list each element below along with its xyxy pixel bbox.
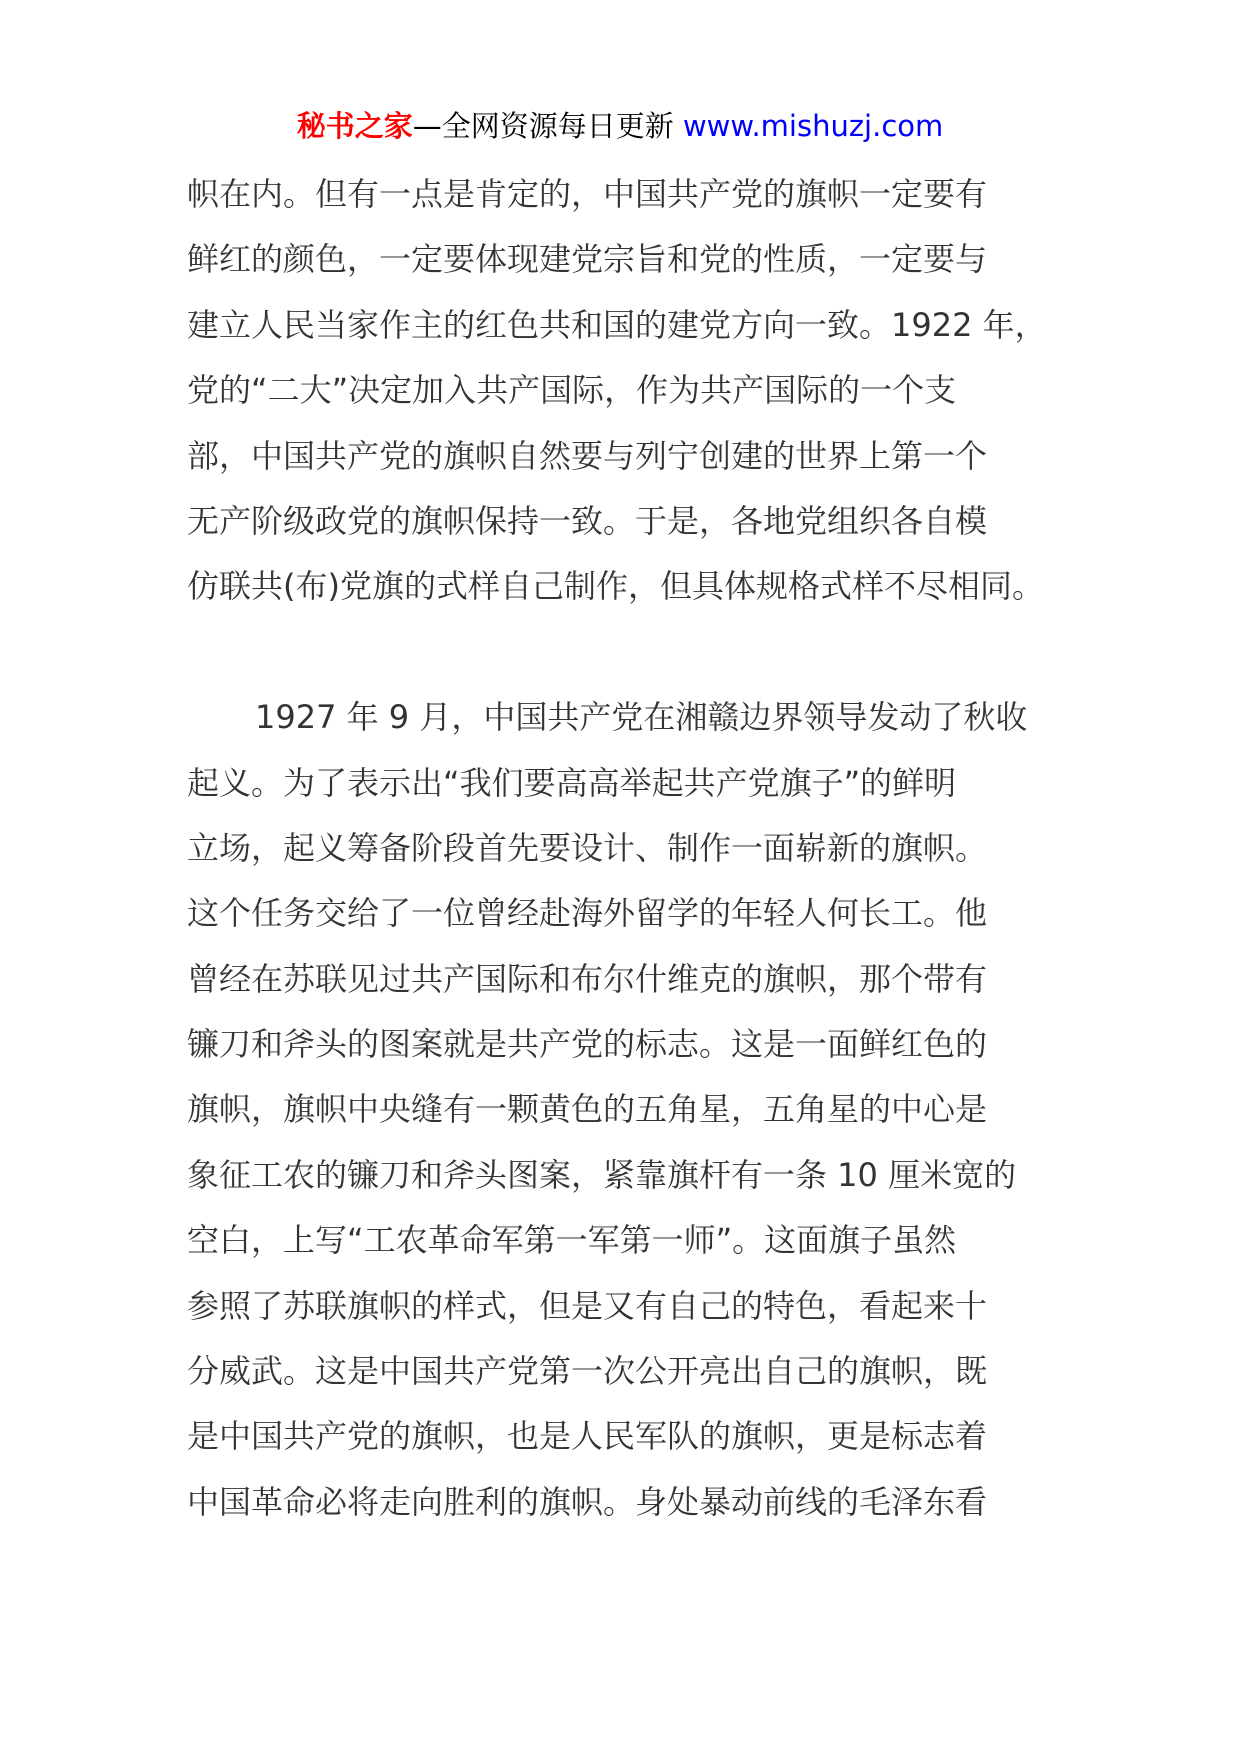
text-line: 起义。为了表示出“我们要高高举起共产党旗子”的鲜明 (187, 763, 957, 802)
text-line: 1927 年 9 月，中国共产党在湘赣边界领导发动了秋收 (255, 698, 1028, 737)
header-url-link[interactable]: www.mishuzj.com (682, 109, 944, 143)
text-line: 空白，上写“工农革命军第一军第一师”。这面旗子虽然 (187, 1221, 957, 1260)
text-line: 这个任务交给了一位曾经赴海外留学的年轻人何长工。他 (187, 894, 988, 933)
text-line: 立场，起义筹备阶段首先要设计、制作一面崭新的旗帜。 (187, 828, 988, 867)
text-line: 中国革命必将走向胜利的旗帜。身处暴动前线的毛泽东看 (187, 1482, 988, 1521)
text-line: 是中国共产党的旗帜，也是人民军队的旗帜，更是标志着 (187, 1417, 988, 1456)
text-line: 党的“二大”决定加入共产国际，作为共产国际的一个支 (187, 371, 957, 410)
text-line: 镰刀和斧头的图案就是共产党的标志。这是一面鲜红色的 (187, 1025, 988, 1064)
text-line: 象征工农的镰刀和斧头图案，紧靠旗杆有一条 10 厘米宽的 (187, 1155, 1017, 1194)
text-line: 仿联共(布)党旗的式样自己制作，但具体规格式样不尽相同。 (187, 567, 1044, 606)
text-line: 曾经在苏联见过共产国际和布尔什维克的旗帜，那个带有 (187, 959, 988, 998)
text-line: 分威武。这是中国共产党第一次公开亮出自己的旗帜，既 (187, 1352, 988, 1391)
header-tagline: —全网资源每日更新 (412, 109, 674, 143)
paragraph-2 (187, 685, 1087, 1535)
body-text (187, 162, 1087, 1535)
text-line: 鲜红的颜色，一定要体现建党宗旨和党的性质，一定要与 (187, 240, 988, 279)
text-line: 建立人民当家作主的红色共和国的建党方向一致。1922 年， (187, 305, 1047, 344)
header-brand: 秘书之家 (296, 109, 413, 143)
paragraph-spacer (187, 620, 1087, 685)
text-line: 部，中国共产党的旗帜自然要与列宁创建的世界上第一个 (187, 436, 988, 475)
page-header (0, 104, 1240, 148)
text-line: 参照了苏联旗帜的样式，但是又有自己的特色，看起来十 (187, 1286, 988, 1325)
paragraph-1 (187, 162, 1087, 620)
text-line: 旗帜，旗帜中央缝有一颗黄色的五角星，五角星的中心是 (187, 1090, 988, 1129)
text-line: 无产阶级政党的旗帜保持一致。于是，各地党组织各自模 (187, 501, 988, 540)
text-line: 帜在内。但有一点是肯定的，中国共产党的旗帜一定要有 (187, 175, 988, 213)
